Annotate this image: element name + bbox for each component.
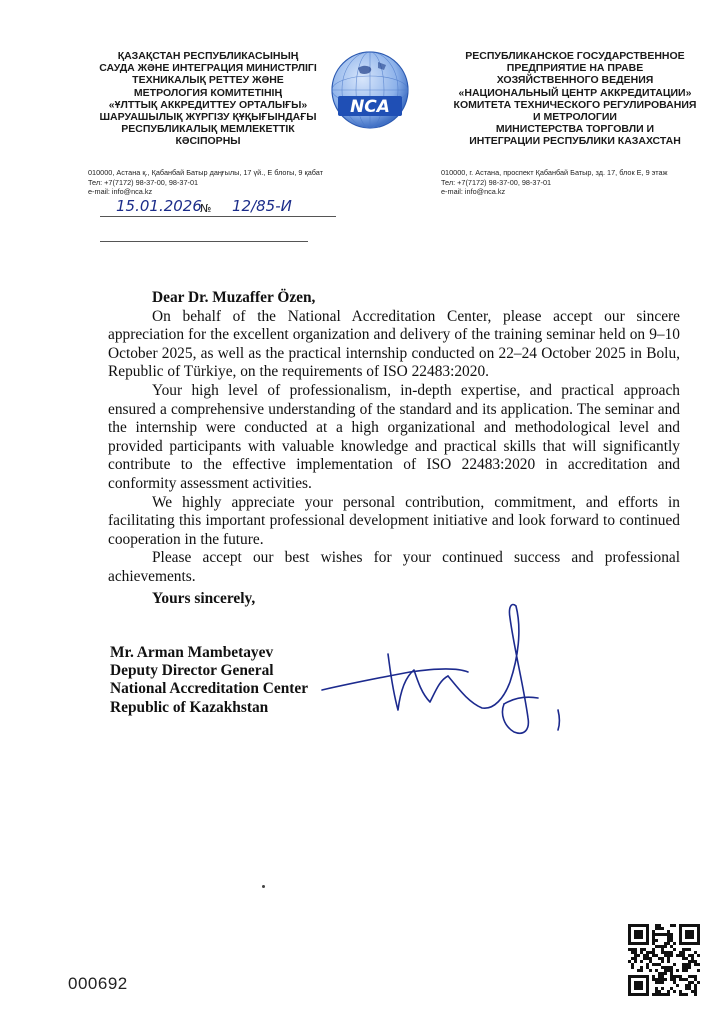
registration-date: 15.01.2026 [116, 197, 202, 215]
signature [318, 598, 588, 743]
paragraph: We highly appreciate your personal contribution, commitment, and efforts in facilitating this important professional development initiative and look forward to continued cooperation in the future. [108, 493, 680, 548]
qr-module [634, 951, 637, 954]
qr-module [631, 957, 634, 960]
qr-module [649, 969, 652, 972]
qr-module [655, 954, 658, 957]
email-line: e-mail: info@nca.kz [88, 187, 153, 197]
qr-module [664, 942, 667, 945]
qr-module [664, 933, 667, 936]
signatory-title: Deputy Director General [110, 662, 274, 680]
qr-module [661, 978, 664, 981]
email-line: e-mail: info@nca.kz [441, 187, 506, 197]
header-kz-line: САУДА ЖӘНЕ ИНТЕГРАЦИЯ МИНИСТРЛІГІ [99, 62, 317, 75]
qr-module [655, 945, 658, 948]
qr-module [685, 987, 688, 990]
address-line: 010000, Астана қ., Қабанбай Батыр даңғылы, 17 үй., Е блогы, 9 қабат [88, 168, 324, 177]
qr-module [670, 975, 673, 978]
qr-module [658, 957, 661, 960]
qr-module [661, 981, 664, 984]
qr-module [664, 951, 667, 954]
qr-module [655, 933, 658, 936]
qr-module [661, 966, 664, 969]
qr-module [688, 948, 691, 951]
qr-module [673, 975, 676, 978]
header-ru-line: РЕСПУБЛИКАНСКОЕ ГОСУДАРСТВЕННОЕ [465, 50, 685, 62]
qr-module [670, 936, 673, 939]
qr-module [652, 930, 655, 933]
qr-module [688, 954, 691, 957]
qr-module [655, 963, 658, 966]
qr-module [634, 948, 637, 951]
qr-module [691, 975, 694, 978]
qr-module [688, 984, 691, 987]
qr-module [634, 960, 637, 963]
qr-module [688, 963, 691, 966]
qr-module [640, 951, 643, 954]
qr-module [640, 969, 643, 972]
document-number: 000692 [68, 974, 128, 993]
qr-module [628, 948, 631, 951]
qr-module [640, 960, 643, 963]
qr-module [697, 963, 700, 966]
qr-module [667, 966, 670, 969]
qr-module [670, 972, 673, 975]
qr-module [682, 978, 685, 981]
qr-module [697, 969, 700, 972]
signatory-organization: National Accreditation Center [110, 680, 309, 698]
signatory-block [110, 644, 308, 717]
qr-module [694, 951, 697, 954]
qr-module [643, 948, 646, 951]
qr-module [649, 960, 652, 963]
qr-module [667, 957, 670, 960]
qr-module [658, 978, 661, 981]
qr-module [664, 969, 667, 972]
qr-module [691, 960, 694, 963]
header-kz-line: ТЕХНИКАЛЫҚ РЕТТЕУ ЖӘНЕ [132, 74, 284, 87]
qr-module [655, 993, 658, 996]
qr-module [670, 966, 673, 969]
second-underline [100, 241, 308, 242]
qr-module [667, 960, 670, 963]
qr-module [643, 954, 646, 957]
qr-module [658, 963, 661, 966]
qr-module [655, 990, 658, 993]
qr-module [661, 993, 664, 996]
qr-module [685, 978, 688, 981]
header-kazakh [82, 50, 334, 148]
qr-module [682, 957, 685, 960]
qr-module [631, 951, 634, 954]
qr-module [661, 948, 664, 951]
header-ru-line: МИНИСТЕРСТВА ТОРГОВЛИ И [495, 123, 655, 136]
qr-module [673, 981, 676, 984]
salutation: Dear Dr. Muzaffer Özen, [152, 289, 316, 306]
qr-module [688, 987, 691, 990]
qr-module [661, 987, 664, 990]
header-kz-line: ШАРУАШЫЛЫҚ ЖҮРГІЗУ ҚҰҚЫҒЫНДАҒЫ [99, 111, 317, 124]
qr-module [667, 990, 670, 993]
qr-code [628, 924, 700, 996]
qr-module [634, 957, 637, 960]
header-kz-line: РЕСПУБЛИКАЛЫҚ МЕМЛЕКЕТТІК [121, 123, 295, 136]
qr-module [655, 981, 658, 984]
logo-text: NCA [350, 97, 390, 117]
registration-line [100, 196, 340, 218]
qr-module [646, 963, 649, 966]
qr-module [646, 957, 649, 960]
header-ru-line: ПРЕДПРИЯТИЕ НА ПРАВЕ [506, 62, 644, 75]
qr-module [685, 948, 688, 951]
qr-module [694, 975, 697, 978]
qr-module [661, 945, 664, 948]
qr-module [646, 951, 649, 954]
address-russian [441, 168, 667, 197]
qr-module [664, 972, 667, 975]
qr-module [685, 957, 688, 960]
qr-module [694, 990, 697, 993]
qr-module [631, 948, 634, 951]
qr-module [664, 993, 667, 996]
qr-module [631, 963, 634, 966]
qr-module [691, 981, 694, 984]
header-ru-line: ХОЗЯЙСТВЕННОГО ВЕДЕНИЯ [496, 74, 654, 87]
qr-module [655, 924, 658, 927]
qr-module [670, 924, 673, 927]
qr-module [667, 969, 670, 972]
qr-module [667, 936, 670, 939]
qr-module [673, 978, 676, 981]
header-kz-line: КӘСІПОРНЫ [175, 135, 241, 148]
qr-module [694, 987, 697, 990]
qr-module [682, 963, 685, 966]
signatory-country: Republic of Kazakhstan [110, 698, 269, 716]
qr-module [670, 954, 673, 957]
header-kz-line: ҚАЗАҚСТАН РЕСПУБЛИКАСЫНЫҢ [117, 50, 299, 62]
qr-module [628, 960, 631, 963]
letter-body [108, 289, 680, 608]
header-kz-line: МЕТРОЛОГИЯ КОМИТЕТІНІҢ [133, 86, 283, 99]
qr-module [652, 993, 655, 996]
address-kazakh [88, 168, 323, 197]
qr-module [655, 939, 658, 942]
qr-module [673, 963, 676, 966]
qr-module [637, 969, 640, 972]
qr-module [679, 975, 682, 978]
qr-module [646, 966, 649, 969]
paragraph: Your high level of professionalism, in-depth expertise, and practical approach ensured a comprehensive understanding of the standard and its application. The seminar and the internship were conducted at a high organizational and methodological level and provided participants with valuable knowledge and practical skills that will significantly contribute to the effective implementation of ISO 22483:2020 in accreditation and conformity assessment activities. [108, 381, 680, 492]
paragraph: Please accept our best wishes for your continued success and professional achievements. [108, 549, 680, 585]
header-russian [440, 50, 710, 148]
qr-module [670, 939, 673, 942]
qr-module [658, 990, 661, 993]
qr-module [685, 963, 688, 966]
address-line: 010000, г. Астана, проспект Қабанбай Батыр, зд. 17, блок Е, 9 этаж [441, 168, 668, 177]
qr-module [664, 945, 667, 948]
qr-module [694, 963, 697, 966]
qr-finder [634, 930, 643, 939]
qr-module [679, 993, 682, 996]
qr-module [640, 948, 643, 951]
qr-module [679, 978, 682, 981]
qr-module [685, 993, 688, 996]
qr-module [670, 969, 673, 972]
qr-module [676, 984, 679, 987]
header-ru-line: «НАЦИОНАЛЬНЫЙ ЦЕНТР АККРЕДИТАЦИИ» [458, 86, 692, 99]
qr-module [667, 954, 670, 957]
qr-module [697, 954, 700, 957]
qr-module [664, 954, 667, 957]
qr-module [679, 951, 682, 954]
qr-module [682, 948, 685, 951]
qr-module [682, 951, 685, 954]
qr-module [676, 954, 679, 957]
qr-module [658, 972, 661, 975]
speck [262, 885, 265, 888]
qr-module [649, 951, 652, 954]
qr-finder [685, 930, 694, 939]
qr-module [667, 951, 670, 954]
qr-module [658, 981, 661, 984]
qr-module [667, 993, 670, 996]
qr-module [652, 975, 655, 978]
qr-module [694, 960, 697, 963]
closing: Yours sincerely, [152, 589, 256, 607]
qr-module [640, 966, 643, 969]
header-ru-line: КОМИТЕТА ТЕХНИЧЕСКОГО РЕГУЛИРОВАНИЯ [453, 98, 697, 111]
qr-module [661, 933, 664, 936]
header-ru-line: ИНТЕГРАЦИИ РЕСПУБЛИКИ КАЗАХСТАН [469, 135, 681, 148]
qr-module [661, 927, 664, 930]
qr-module [673, 990, 676, 993]
qr-module [682, 969, 685, 972]
qr-module [676, 975, 679, 978]
qr-module [694, 984, 697, 987]
qr-module [694, 993, 697, 996]
number-sign: № [200, 202, 212, 215]
paragraph: On behalf of the National Accreditation Center, please accept our sincere appreciation for the excellent organization and delivery of the training seminar held on 9–10 October 2025, as well as the practical internship conducted on 22–24 October 2025 in Bolu, Republic of Türkiye, on the requirements of ISO 22483:2020. [108, 307, 680, 381]
qr-module [685, 969, 688, 972]
phone-line: Тел: +7(7172) 98-37-00, 98-37-01 [88, 177, 199, 187]
signatory-name: Mr. Arman Mambetayev [110, 644, 274, 661]
qr-module [643, 957, 646, 960]
qr-module [673, 924, 676, 927]
qr-module [652, 942, 655, 945]
qr-module [682, 954, 685, 957]
qr-module [670, 945, 673, 948]
qr-module [664, 978, 667, 981]
qr-module [670, 987, 673, 990]
qr-module [664, 966, 667, 969]
qr-module [652, 936, 655, 939]
qr-module [652, 963, 655, 966]
nca-logo [328, 46, 412, 136]
registration-underline [100, 216, 336, 217]
qr-module [637, 954, 640, 957]
header-ru-line: И МЕТРОЛОГИИ [533, 111, 617, 124]
qr-module [661, 975, 664, 978]
qr-module [685, 984, 688, 987]
qr-module [673, 942, 676, 945]
qr-module [652, 978, 655, 981]
qr-module [655, 978, 658, 981]
qr-module [685, 966, 688, 969]
qr-module [655, 927, 658, 930]
qr-module [658, 924, 661, 927]
qr-module [694, 978, 697, 981]
qr-module [649, 957, 652, 960]
qr-module [658, 945, 661, 948]
qr-module [661, 957, 664, 960]
registration-number: 12/85-И [232, 197, 292, 215]
qr-module [688, 981, 691, 984]
qr-module [688, 960, 691, 963]
qr-module [670, 978, 673, 981]
qr-module [652, 939, 655, 942]
qr-module [688, 975, 691, 978]
qr-module [652, 951, 655, 954]
qr-module [661, 951, 664, 954]
qr-module [658, 993, 661, 996]
qr-module [658, 975, 661, 978]
qr-module [661, 960, 664, 963]
qr-module [688, 966, 691, 969]
qr-module [676, 969, 679, 972]
qr-module [697, 981, 700, 984]
qr-module [655, 969, 658, 972]
qr-module [652, 954, 655, 957]
qr-module [634, 954, 637, 957]
qr-module [667, 933, 670, 936]
qr-module [667, 942, 670, 945]
qr-module [691, 957, 694, 960]
header-kz-line: «ҰЛТТЫҚ АККРЕДИТТЕУ ОРТАЛЫҒЫ» [108, 98, 308, 111]
qr-module [652, 948, 655, 951]
qr-module [667, 930, 670, 933]
qr-module [691, 990, 694, 993]
qr-module [679, 954, 682, 957]
qr-module [670, 951, 673, 954]
qr-module [679, 990, 682, 993]
qr-module [682, 993, 685, 996]
qr-module [670, 933, 673, 936]
qr-finder [634, 981, 643, 990]
qr-module [661, 972, 664, 975]
qr-module [646, 954, 649, 957]
qr-module [658, 927, 661, 930]
qr-module [691, 954, 694, 957]
qr-module [655, 987, 658, 990]
qr-module [682, 966, 685, 969]
qr-module [667, 939, 670, 942]
qr-module [631, 966, 634, 969]
qr-module [652, 933, 655, 936]
qr-module [673, 948, 676, 951]
phone-line: Тел: +7(7172) 98-37-00, 98-37-01 [441, 177, 552, 187]
qr-module [658, 933, 661, 936]
